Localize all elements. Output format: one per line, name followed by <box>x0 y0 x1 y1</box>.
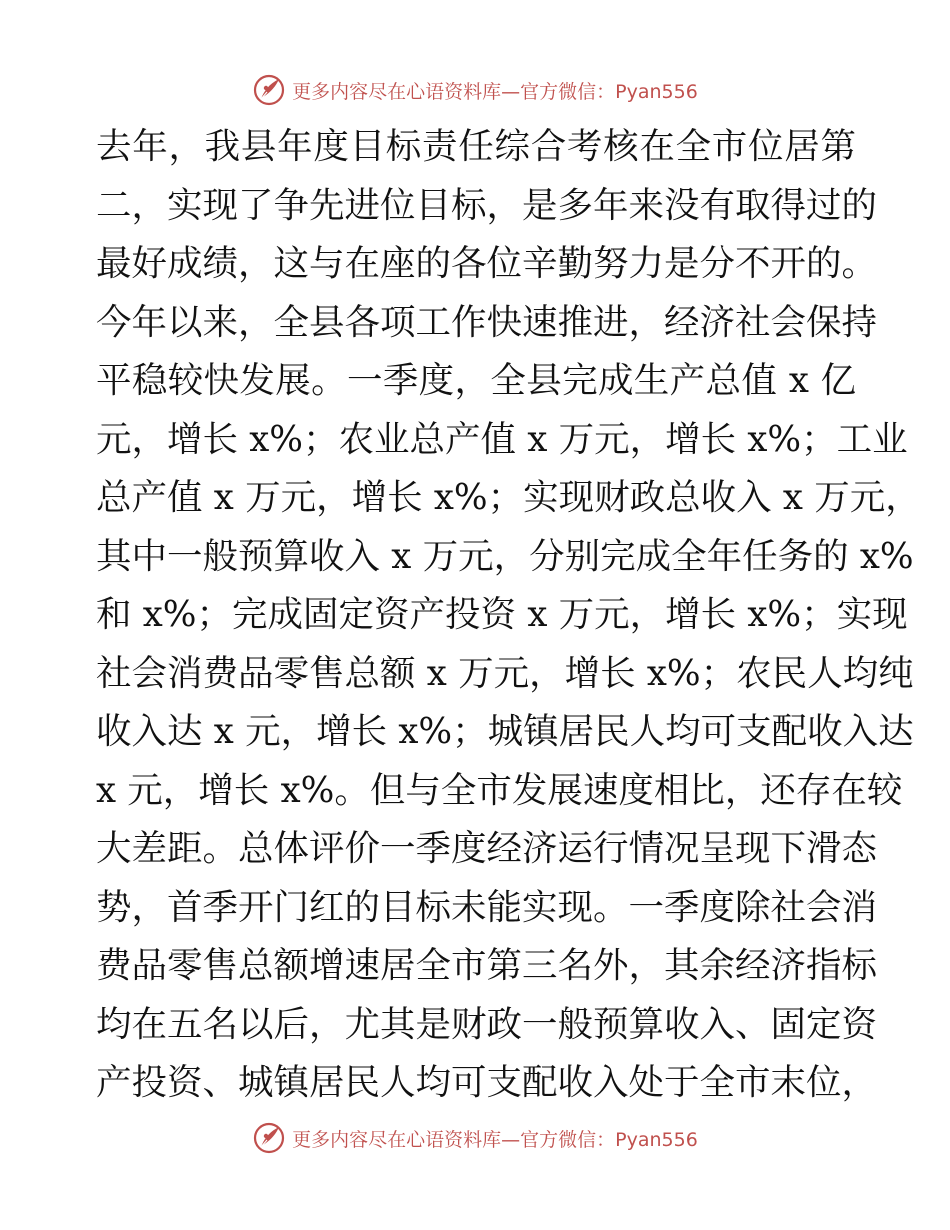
text-line: 其中一般预算收入 x 万元，分别完成全年任务的 x% <box>96 535 914 577</box>
watermark-text: 更多内容尽在心语资料库—官方微信：Pyan556 <box>292 1128 698 1151</box>
footer-watermark <box>0 1118 950 1158</box>
watermark-text: 更多内容尽在心语资料库—官方微信：Pyan556 <box>292 80 698 103</box>
text-line: 元，增长 x%；农业总产值 x 万元，增长 x%；工业 <box>96 418 908 460</box>
text-line: 大差距。总体评价一季度经济运行情况呈现下滑态 <box>96 828 878 869</box>
text-line: 均在五名以后，尤其是财政一般预算收入、固定资 <box>96 1003 878 1045</box>
text-line: 费品零售总额增速居全市第三名外，其余经济指标 <box>96 945 878 986</box>
text-line: 平稳较快发展。一季度，全县完成生产总值 x 亿 <box>96 360 856 401</box>
document-body <box>96 118 921 1113</box>
text-line: x 元，增长 x%。但与全市发展速度相比，还存在较 <box>96 769 903 811</box>
text-line: 去年，我县年度目标责任综合考核在全市位居第 <box>96 126 856 167</box>
text-line: 产投资、城镇居民人均可支配收入处于全市末位， <box>96 1062 878 1103</box>
text-line: 和 x%；完成固定资产投资 x 万元，增长 x%；实现 <box>96 594 908 635</box>
text-line: 今年以来，全县各项工作快速推进，经济社会保持 <box>96 301 878 343</box>
text-line: 最好成绩，这与在座的各位辛勤努力是分不开的。 <box>96 243 878 284</box>
text-line: 势，首季开门红的目标未能实现。一季度除社会消 <box>96 886 878 928</box>
header-watermark <box>0 70 950 110</box>
text-line: 二，实现了争先进位目标，是多年来没有取得过的 <box>96 184 878 226</box>
text-line: 收入达 x 元，增长 x%；城镇居民人均可支配收入达 <box>96 711 914 752</box>
red-feather-pen-logo-icon <box>252 73 286 107</box>
red-feather-pen-logo-icon <box>252 1121 286 1155</box>
text-line: 总产值 x 万元，增长 x%；实现财政总收入 x 万元， <box>96 477 921 518</box>
text-line: 社会消费品零售总额 x 万元，增长 x%；农民人均纯 <box>96 652 914 694</box>
